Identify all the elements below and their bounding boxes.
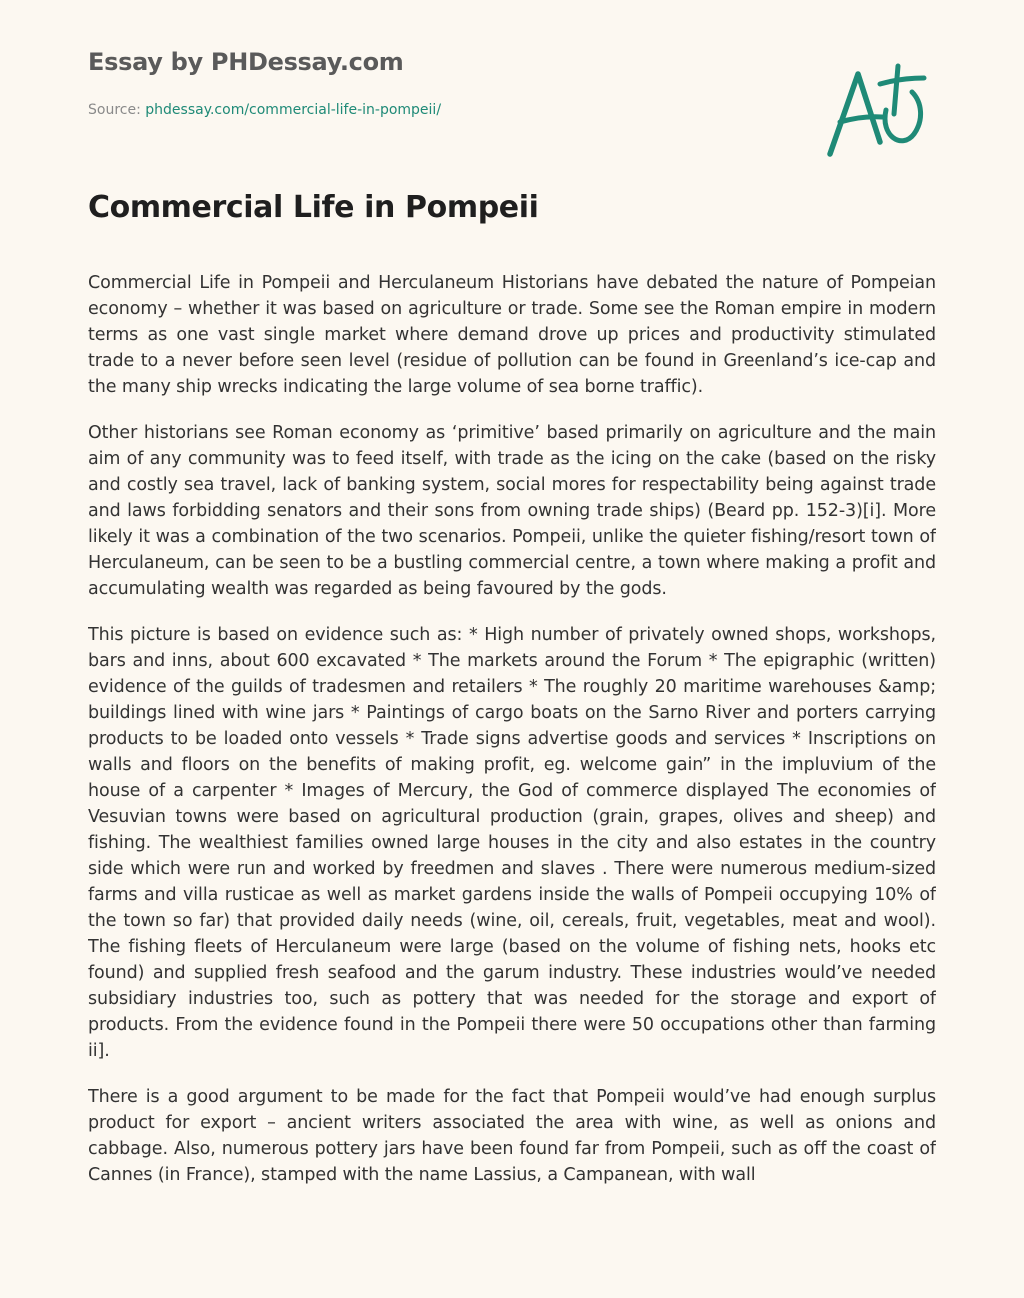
paragraph: There is a good argument to be made for the fact that Pompeii would’ve had enough surplus product for export – ancient writers associated the area with wine, as well as onions and cabbage. Also, numerous pottery jars have been found far from Pompeii, such as off the coast of Cannes (in France), stamped with the name Lassius, a Campanean, with wall: [88, 1087, 936, 1185]
paragraph: Commercial Life in Pompeii and Herculaneum Historians have debated the nature of Pompeian economy – whether it was based on agriculture or trade. Some see the Roman empire in modern terms as one vast single market where demand drove up prices and productivity stimulated trade to a never before seen level (residue of pollution can be found in Greenland’s ice-cap and the many ship wrecks indicating the large volume of sea borne traffic).: [88, 273, 936, 397]
source-line: [88, 102, 441, 118]
page-title: Commercial Life in Pompeii: [88, 190, 539, 225]
source-link[interactable]: phdessay.com/commercial-life-in-pompeii/: [145, 102, 442, 118]
paragraph: This picture is based on evidence such as: * High number of privately owned shops, workshops, bars and inns, about 600 excavated * The markets around the Forum * The epigraphic (written) evidence of the guilds of tradesmen and retailers * The roughly 20 maritime warehouses &amp; buildings lined with wine jars * Paintings of cargo boats on the Sarno River and porters carrying products to be loaded onto vessels * Trade signs advertise goods and services * Inscriptions on walls and floors on the benefits of making profit, eg. welcome gain” in the impluvium of the house of a carpenter * Images of Mercury, the God of commerce displayed The economies of Vesuvian towns were based on agricultural production (grain, grapes, olives and sheep) and fishing. The wealthiest families owned large houses in the city and also estates in the country side which were run and worked by freedmen and slaves . There were numerous medium-sized farms and villa rusticae as well as market gardens inside the walls of Pompeii occupying 10% of the town so far) that provided daily needs (wine, oil, cereals, fruit, vegetables, meat and wool). The fishing fleets of Herculaneum were large (based on the volume of fishing nets, hooks etc found) and supplied fresh seafood and the garum industry. These industries would’ve needed subsidiary industries too, such as pottery that was needed for the storage and export of products. From the evidence found in the Pompeii there were 50 occupations other than farming ii].: [88, 625, 936, 1061]
a-plus-logo-icon: [824, 62, 928, 162]
paragraph: Other historians see Roman economy as ‘primitive’ based primarily on agriculture and the main aim of any community was to feed itself, with trade as the icing on the cake (based on the risky and costly sea travel, lack of banking system, social mores for respectability being against trade and laws forbidding senators and their sons from owning trade ships) (Beard pp. 152-3)[i]. More likely it was a combination of the two scenarios. Pompeii, unlike the quieter fishing/resort town of Herculaneum, can be seen to be a bustling commercial centre, a town where making a profit and accumulating wealth was regarded as being favoured by the gods.: [88, 423, 936, 599]
site-header: [88, 48, 936, 118]
essay-body: [88, 270, 936, 1252]
source-label: Source:: [88, 102, 141, 118]
site-title: Essay by PHDessay.com: [88, 48, 404, 76]
